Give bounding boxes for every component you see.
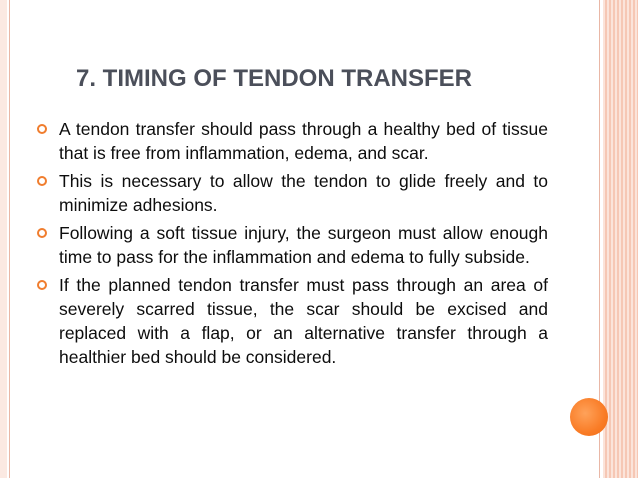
bullet-item bbox=[37, 117, 548, 165]
left-decorative-band bbox=[0, 0, 7, 478]
left-decorative-line bbox=[9, 0, 10, 478]
bullet-item bbox=[37, 169, 548, 217]
bullet-item bbox=[37, 221, 548, 269]
bullet-text: If the planned tendon transfer must pass through an area of severely scarred tissue, the scar should be excised and replaced with a flap, or an alternative transfer through a healthier bed should be considered. bbox=[59, 275, 548, 367]
bullet-text: This is necessary to allow the tendon to glide freely and to minimize adhesions. bbox=[59, 171, 548, 215]
right-decorative-band bbox=[603, 0, 638, 478]
bullet-text: Following a soft tissue injury, the surgeon must allow enough time to pass for the inflammation and edema to fully subside. bbox=[59, 223, 548, 267]
ring-bullet-icon bbox=[37, 280, 47, 290]
bullet-item bbox=[37, 273, 548, 369]
ring-bullet-icon bbox=[37, 228, 47, 238]
bullet-text: A tendon transfer should pass through a healthy bed of tissue that is free from inflammation, edema, and scar. bbox=[59, 119, 548, 163]
ring-bullet-icon bbox=[37, 176, 47, 186]
ring-bullet-icon bbox=[37, 124, 47, 134]
slide-title: 7. TIMING OF TENDON TRANSFER bbox=[76, 65, 472, 92]
orange-circle-icon bbox=[570, 398, 608, 436]
bullet-list bbox=[37, 117, 548, 373]
